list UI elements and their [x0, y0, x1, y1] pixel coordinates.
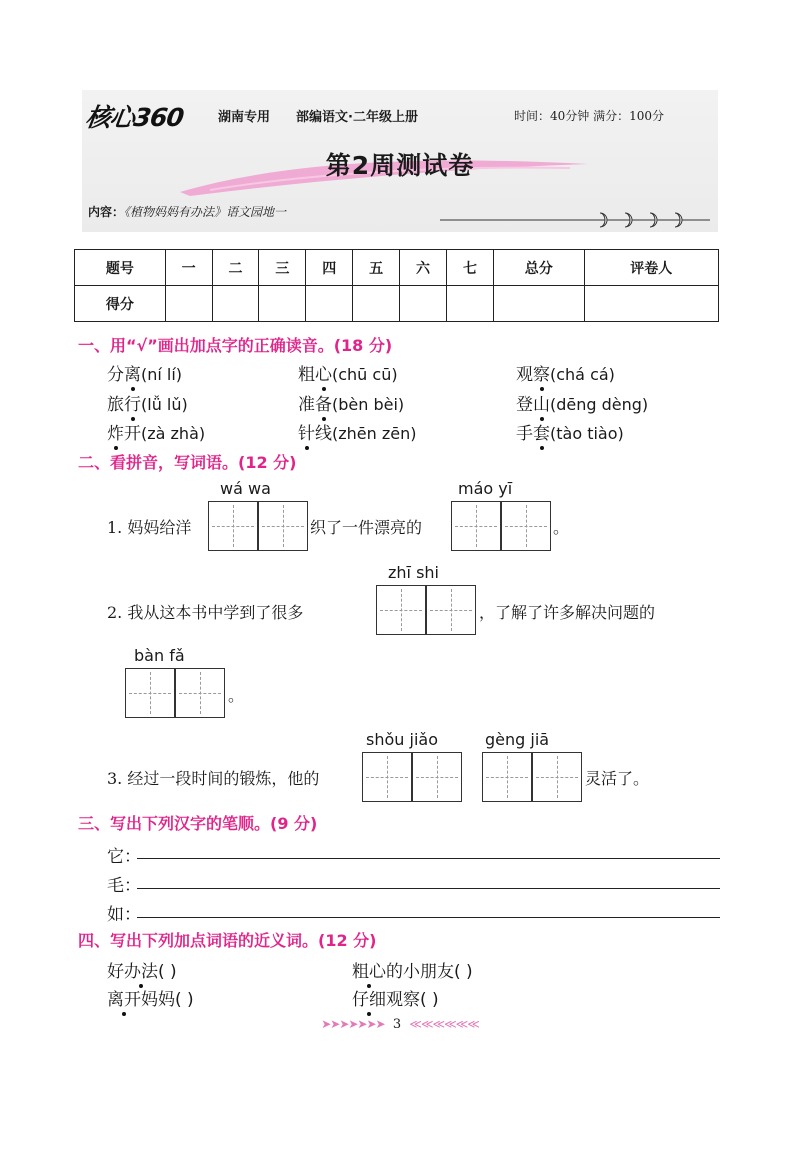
score-cell[interactable]	[165, 286, 212, 322]
question-text: ，了解了许多解决问题的	[479, 603, 656, 622]
content-label: 内容：	[88, 205, 125, 219]
score-cell[interactable]	[493, 286, 584, 322]
writing-box[interactable]	[208, 501, 258, 551]
stroke-order-label: 它：	[107, 847, 141, 867]
question-text: 织了一件漂亮的	[310, 518, 423, 537]
score-row-label: 得分	[75, 286, 166, 322]
reading-item[interactable]: 炸开(zà zhà)	[107, 419, 205, 444]
score-header-cell: 三	[259, 250, 306, 286]
score-header-cell: 总分	[493, 250, 584, 286]
reading-item[interactable]: 登山(dēng dèng)	[516, 390, 648, 415]
answer-line[interactable]	[137, 917, 720, 918]
score-cell[interactable]	[447, 286, 494, 322]
synonym-item[interactable]: 粗心的小朋友( )	[352, 957, 473, 982]
score-header-cell: 题号	[75, 250, 166, 286]
question-text: 2. 我从这本书中学到了很多	[107, 603, 304, 622]
writing-box[interactable]	[376, 585, 426, 635]
stroke-order-label: 如：	[107, 905, 141, 925]
score-cell[interactable]	[353, 286, 400, 322]
score-header-cell: 七	[447, 250, 494, 286]
answer-line[interactable]	[137, 888, 720, 889]
reading-item[interactable]: 观察(chá cá)	[516, 360, 615, 385]
reading-item[interactable]: 旅行(lǚ lǔ)	[107, 390, 188, 415]
writing-box[interactable]	[362, 752, 412, 802]
score-header-cell: 一	[165, 250, 212, 286]
stroke-order-label: 毛：	[107, 876, 141, 896]
writing-box[interactable]	[501, 501, 551, 551]
answer-line[interactable]	[137, 858, 720, 859]
section-1-heading: 一、用“√”画出加点字的正确读音。(18 分)	[78, 336, 393, 355]
synonym-item[interactable]: 离开妈妈( )	[107, 985, 194, 1010]
score-value-row	[75, 286, 719, 322]
section-3-heading: 三、写出下列汉字的笔顺。(9 分)	[78, 814, 318, 833]
reading-item[interactable]: 准备(bèn bèi)	[298, 390, 404, 415]
series-label: 湖南专用	[218, 110, 271, 125]
page-footer	[0, 1017, 800, 1032]
section-2-heading: 二、看拼音，写词语。(12 分)	[78, 453, 297, 472]
question-text: 1. 妈妈给洋	[107, 518, 192, 537]
subject-label: 部编语文·二年级上册	[296, 110, 418, 125]
writing-box[interactable]	[125, 668, 175, 718]
score-cell[interactable]	[212, 286, 259, 322]
pinyin-hint: bàn fǎ	[134, 646, 185, 665]
reading-item[interactable]: 粗心(chū cū)	[298, 360, 398, 385]
score-cell[interactable]	[306, 286, 353, 322]
writing-box[interactable]	[412, 752, 462, 802]
question-text: 3. 经过一段时间的锻炼，他的	[107, 769, 320, 788]
content-line	[88, 203, 286, 220]
pinyin-hint: wá wa	[220, 479, 271, 498]
writing-box[interactable]	[451, 501, 501, 551]
score-header-cell: 五	[353, 250, 400, 286]
page-title: 第2周测试卷	[325, 151, 475, 180]
score-cell[interactable]	[584, 286, 718, 322]
content-value: 《植物妈妈有办法》语文园地一	[124, 205, 287, 219]
question-text: 。	[553, 518, 570, 537]
page-number: 3	[392, 1017, 402, 1032]
reading-item[interactable]: 分离(ní lí)	[107, 360, 182, 385]
reading-item[interactable]: 手套(tào tiào)	[516, 419, 624, 444]
writing-box[interactable]	[258, 501, 308, 551]
footer-arrows-left: ➤➤➤➤➤➤➤	[321, 1017, 385, 1031]
pinyin-hint: shǒu jiǎo	[366, 730, 438, 749]
score-cell[interactable]	[259, 286, 306, 322]
score-header-row	[75, 250, 719, 286]
moon-line-decoration	[440, 210, 720, 230]
question-text: 。	[228, 686, 245, 705]
synonym-item[interactable]: 好办法( )	[107, 957, 177, 982]
question-text: 灵活了。	[585, 769, 650, 788]
score-cell[interactable]	[400, 286, 447, 322]
synonym-item[interactable]: 仔细观察( )	[352, 985, 439, 1010]
writing-box[interactable]	[482, 752, 532, 802]
pinyin-hint: máo yī	[458, 479, 513, 498]
brand-logo: 核心360	[83, 103, 186, 132]
section-4-heading: 四、写出下列加点词语的近义词。(12 分)	[78, 931, 377, 950]
footer-arrows-right: ≪≪≪≪≪≪	[409, 1017, 479, 1031]
score-header-cell: 评卷人	[584, 250, 718, 286]
writing-box[interactable]	[175, 668, 225, 718]
pinyin-hint: gèng jiā	[485, 730, 550, 749]
time-info: 时间：40分钟 满分：100分	[514, 109, 664, 123]
writing-box[interactable]	[532, 752, 582, 802]
score-table	[74, 249, 719, 322]
reading-item[interactable]: 针线(zhēn zēn)	[298, 419, 416, 444]
score-header-cell: 六	[400, 250, 447, 286]
writing-box[interactable]	[426, 585, 476, 635]
score-header-cell: 四	[306, 250, 353, 286]
score-header-cell: 二	[212, 250, 259, 286]
pinyin-hint: zhī shi	[388, 563, 439, 582]
